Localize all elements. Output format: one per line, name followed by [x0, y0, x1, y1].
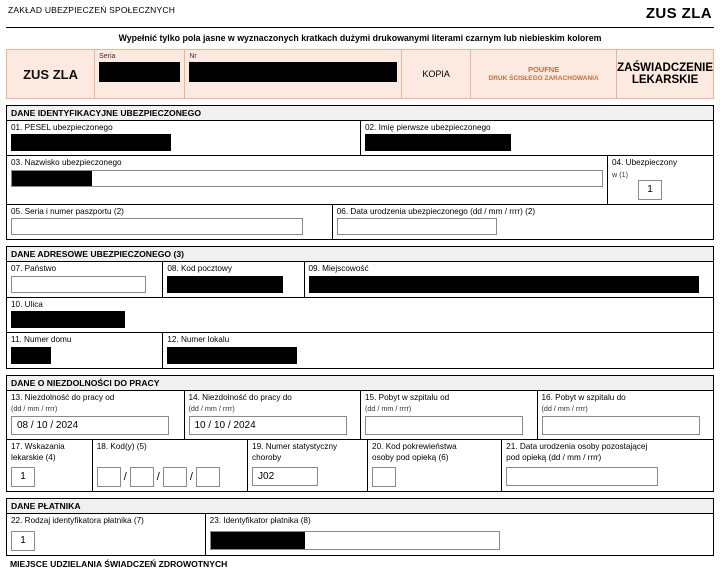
- section-incapacity-title: DANE O NIEZDOLNOŚCI DO PRACY: [7, 376, 713, 391]
- field-08-label: 08. Kod pocztowy: [167, 264, 232, 274]
- field-17-label: 17. Wskazania: [11, 441, 65, 451]
- field-19-sub: choroby: [252, 453, 282, 463]
- fill-instruction: Wypełnić tylko pola jasne w wyznaczonych kratkach dużymi drukowanymi literami czarnym lub niebieskim kolorem: [118, 33, 602, 43]
- field-20-input[interactable]: [372, 467, 396, 487]
- field-16-input[interactable]: [542, 416, 700, 435]
- field-16: [537, 391, 714, 439]
- field-05: [7, 205, 332, 239]
- field-22: [7, 514, 205, 554]
- confidential-line2: DRUK ŚCISŁEGO ZARACHOWANIA: [488, 74, 599, 82]
- organization-name: ZAKŁAD UBEZPIECZEŃ SPOŁECZNYCH: [8, 5, 176, 15]
- field-14-input[interactable]: 10 / 10 / 2024: [189, 416, 347, 435]
- field-11-input[interactable]: [11, 347, 51, 364]
- field-18-label: 18. Kod(y) (5): [96, 441, 147, 451]
- field-03-input[interactable]: [11, 170, 603, 187]
- field-23-input[interactable]: [210, 531, 500, 550]
- banner-form-code: ZUS ZLA: [7, 50, 95, 98]
- field-20-label: 20. Kod pokrewieństwa: [372, 441, 457, 451]
- field-10-input[interactable]: [11, 311, 125, 328]
- row-05-06: [7, 205, 713, 240]
- document-header: [6, 0, 714, 25]
- section-identity-title: DANE IDENTYFIKACYJNE UBEZPIECZONEGO: [7, 106, 713, 121]
- field-01: [7, 121, 360, 155]
- field-22-input[interactable]: 1: [11, 531, 35, 551]
- nr-label: Nr: [189, 53, 197, 60]
- field-14-sub: (dd / mm / rrrr): [188, 403, 235, 413]
- field-17-sub: lekarskie (4): [11, 453, 56, 463]
- field-04-label: 04. Ubezpieczony: [612, 158, 678, 168]
- field-04-sub: w (1): [612, 169, 628, 179]
- field-06: [332, 205, 713, 239]
- slash-2: /: [156, 471, 160, 484]
- field-12: [162, 333, 713, 367]
- field-07-input[interactable]: [11, 276, 146, 293]
- row-10: [7, 298, 713, 333]
- field-14-label: 14. Niezdolność do pracy do: [188, 392, 292, 402]
- kopia-label: KOPIA: [402, 50, 471, 98]
- field-10-label: 10. Ulica: [11, 299, 43, 309]
- section-incapacity: [6, 375, 714, 493]
- field-07: [7, 262, 162, 296]
- field-02-label: 02. Imię pierwsze ubezpieczonego: [365, 123, 491, 132]
- field-16-sub: (dd / mm / rrrr): [541, 403, 588, 413]
- field-21-input[interactable]: [506, 467, 658, 486]
- field-19-input[interactable]: J02: [252, 467, 318, 486]
- field-19-label: 19. Numer statystyczny: [252, 441, 338, 451]
- field-01-label: 01. PESEL ubezpieczonego: [11, 123, 113, 132]
- field-09: [304, 262, 714, 296]
- confidential-line1: POUFNE: [527, 65, 560, 75]
- form-banner: [6, 49, 714, 99]
- section-identity: [6, 105, 714, 240]
- field-06-input[interactable]: [337, 218, 497, 235]
- field-13-sub: (dd / mm / rrrr): [11, 403, 58, 413]
- field-13: [7, 391, 184, 439]
- field-14: [184, 391, 361, 439]
- field-13-input[interactable]: 08 / 10 / 2024: [11, 416, 169, 435]
- seria-input[interactable]: [99, 62, 180, 82]
- field-18-input-2[interactable]: [130, 467, 154, 487]
- certificate-title: ZAŚWIADCZENIE LEKARSKIE: [617, 62, 713, 86]
- field-11-label: 11. Numer domu: [11, 335, 72, 345]
- section-footer-title: MIEJSCE UDZIELANIA ŚWIADCZEŃ ZDROWOTNYCH: [10, 558, 228, 569]
- field-08: [162, 262, 303, 296]
- field-05-input[interactable]: [11, 218, 303, 235]
- document-code: ZUS ZLA: [645, 5, 712, 22]
- row-22-23: [7, 514, 713, 555]
- field-18-input-4[interactable]: [196, 467, 220, 487]
- nr-input[interactable]: [189, 62, 397, 82]
- field-18-input-3[interactable]: [163, 467, 187, 487]
- field-06-label: 06. Data urodzenia ubezpieczonego (dd / mm / rrrr) (2): [336, 206, 536, 216]
- field-15-sub: (dd / mm / rrrr): [365, 403, 412, 413]
- field-04-input[interactable]: 1: [638, 180, 662, 200]
- field-07-label: 07. Państwo: [11, 264, 57, 274]
- confidential-note: [471, 50, 617, 98]
- field-23: [205, 514, 713, 554]
- row-03-04: [7, 156, 713, 204]
- field-16-label: 16. Pobyt w szpitalu do: [541, 392, 626, 402]
- field-01-input[interactable]: [11, 134, 171, 151]
- field-20: [367, 440, 501, 491]
- field-03-label: 03. Nazwisko ubezpieczonego: [11, 158, 122, 168]
- field-17: [7, 440, 92, 491]
- field-05-label: 05. Seria i numer paszportu (2): [11, 206, 124, 216]
- field-18-input-1[interactable]: [97, 467, 121, 487]
- field-12-input[interactable]: [167, 347, 297, 364]
- field-10: [7, 298, 713, 332]
- field-03-value: [12, 171, 92, 186]
- field-21-sub: pod opieką (dd / mm / rrrr): [506, 453, 602, 463]
- section-payer: [6, 498, 714, 555]
- row-13-16: [7, 391, 713, 440]
- row-17-21: [7, 440, 713, 492]
- section-address-title: DANE ADRESOWE UBEZPIECZONEGO (3): [7, 247, 713, 262]
- field-22-label: 22. Rodzaj identyfikatora płatnika (7): [11, 516, 144, 526]
- field-02: [360, 121, 713, 155]
- section-payer-title: DANE PŁATNIKA: [7, 499, 713, 514]
- row-07-09: [7, 262, 713, 297]
- field-23-value: [211, 532, 305, 549]
- field-17-input[interactable]: 1: [11, 467, 35, 487]
- row-01-02: [7, 121, 713, 156]
- field-03: [7, 156, 607, 203]
- seria-label: Seria: [99, 53, 116, 60]
- field-23-label: 23. Identyfikator płatnika (8): [209, 516, 311, 526]
- field-21: [501, 440, 713, 491]
- slash-1: /: [123, 471, 127, 484]
- field-09-input[interactable]: [309, 276, 699, 293]
- field-08-input[interactable]: [167, 276, 283, 293]
- seria-field-group: [95, 50, 185, 98]
- row-11-12: [7, 333, 713, 368]
- field-11: [7, 333, 162, 367]
- field-21-label: 21. Data urodzenia osoby pozostającej: [506, 441, 648, 451]
- field-20-sub: osoby pod opieką (6): [372, 453, 449, 463]
- field-15-input[interactable]: [365, 416, 523, 435]
- field-18: [92, 440, 247, 491]
- field-04: [607, 156, 713, 203]
- field-15: [360, 391, 537, 439]
- field-13-label: 13. Niezdolność do pracy od: [11, 392, 115, 402]
- field-15-label: 15. Pobyt w szpitalu od: [365, 392, 450, 402]
- field-09-label: 09. Miejscowość: [308, 264, 369, 274]
- field-12-label: 12. Numer lokalu: [167, 335, 230, 345]
- field-02-input[interactable]: [365, 134, 511, 151]
- field-19: [247, 440, 367, 491]
- field-18-inputs: [97, 467, 243, 487]
- section-address: [6, 246, 714, 368]
- nr-field-group: [185, 50, 402, 98]
- slash-3: /: [189, 471, 193, 484]
